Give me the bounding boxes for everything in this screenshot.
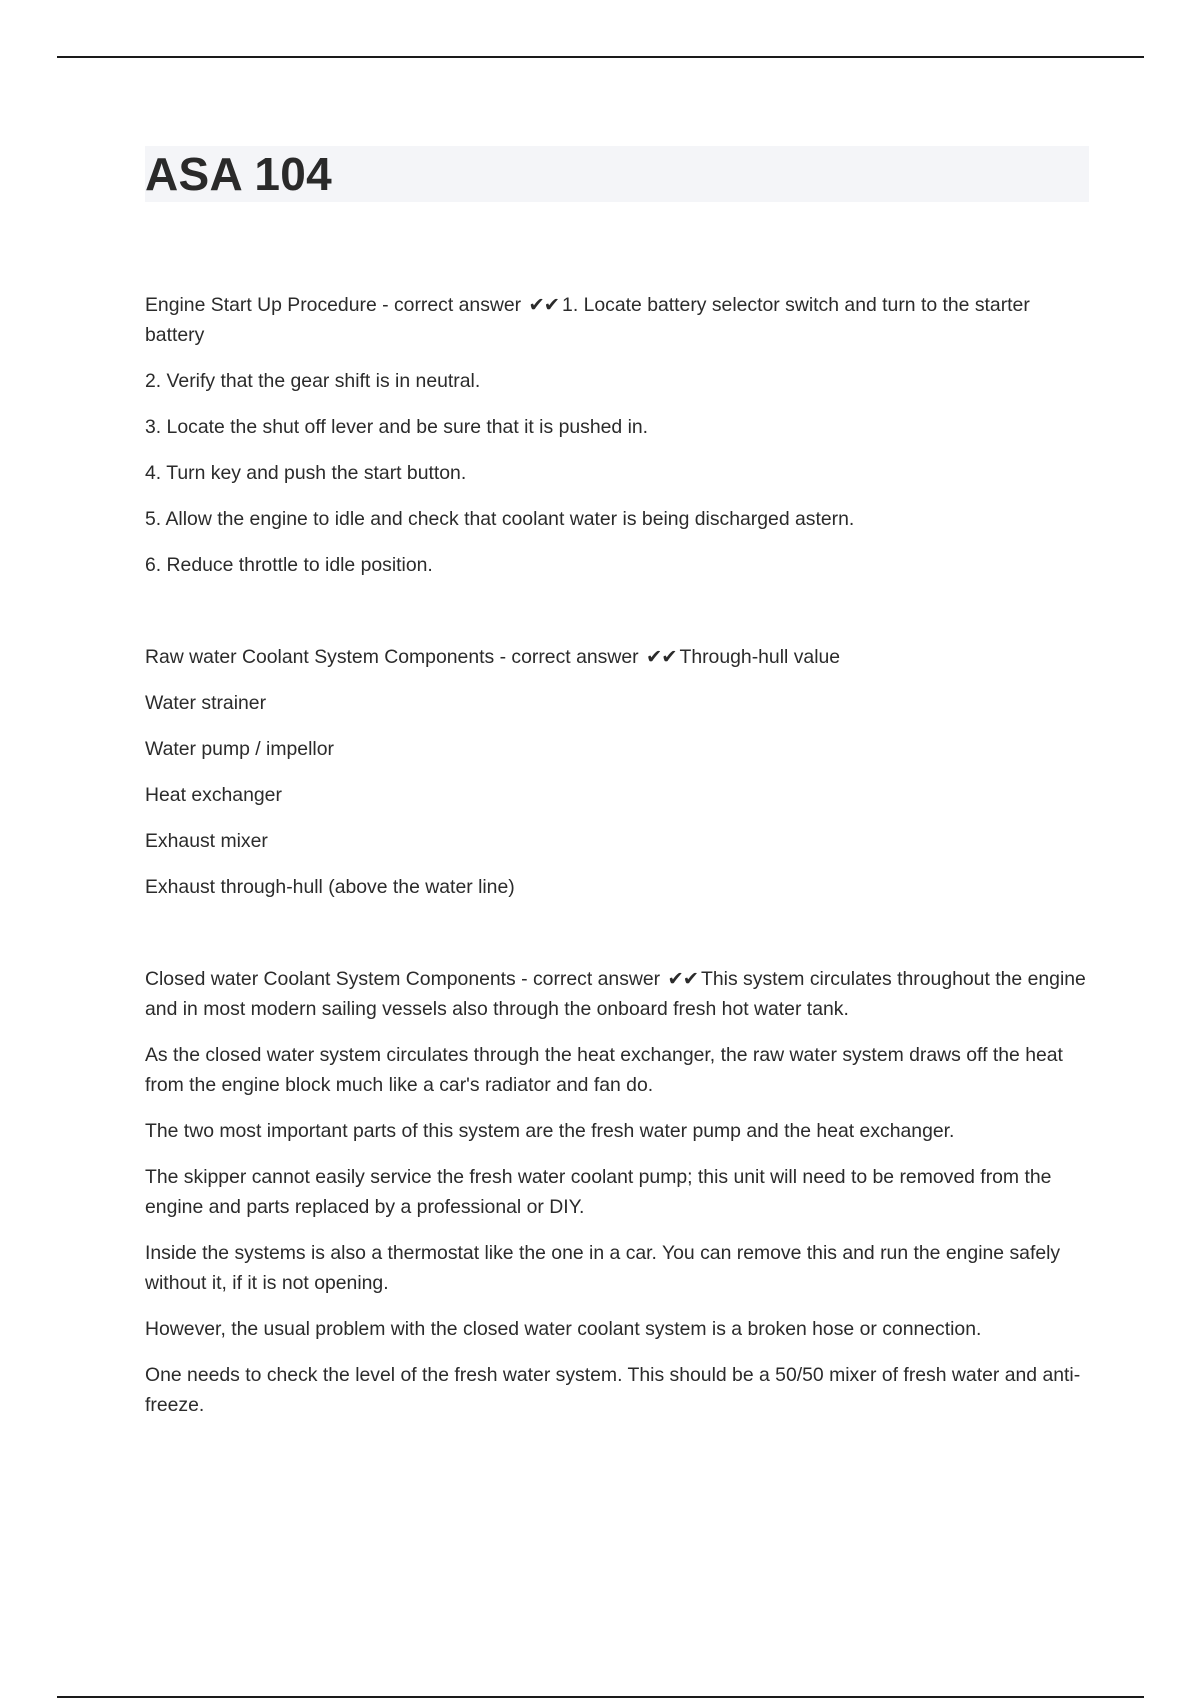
answer-line: Water strainer: [145, 692, 267, 714]
answer-line: 3. Locate the shut off lever and be sure that it is pushed in.: [145, 416, 649, 438]
answer-line: Water pump / impellor: [145, 738, 334, 760]
answer-line: Exhaust through-hull (above the water line): [145, 876, 515, 898]
qa-section-engine-start-up: [145, 290, 1089, 580]
document-body: [145, 290, 1089, 1482]
title-band: [145, 146, 1089, 202]
bottom-rule: [57, 1696, 1144, 1698]
qa-section-raw-water-coolant: [145, 642, 1089, 902]
check-mark-icon: ✔✔: [667, 968, 699, 990]
question-text: Raw water Coolant System Components - correct answer: [145, 646, 639, 668]
answer-line: The skipper cannot easily service the fresh water coolant pump; this unit will need to be removed from the engine and parts replaced by a professional or DIY.: [145, 1166, 1052, 1218]
answer-line: The two most important parts of this system are the fresh water pump and the heat exchanger.: [145, 1120, 955, 1142]
answer-line: 6. Reduce throttle to idle position.: [145, 554, 433, 576]
answer-line: One needs to check the level of the fresh water system. This should be a 50/50 mixer of fresh water and anti-freeze.: [145, 1364, 1081, 1416]
qa-question-paragraph: [145, 290, 1089, 350]
page-title: ASA 104: [145, 148, 333, 200]
answer-line: As the closed water system circulates through the heat exchanger, the raw water system draws off the heat from the engine block much like a car's radiator and fan do.: [145, 1044, 1063, 1096]
check-mark-icon: ✔✔: [528, 294, 560, 316]
qa-section-closed-water-coolant: [145, 964, 1089, 1420]
answer-first-line: This system circulates throughout the engine and in most modern sailing vessels also through the onboard fresh hot water tank.: [145, 968, 1086, 1020]
question-text: Engine Start Up Procedure - correct answer: [145, 294, 522, 316]
answer-first-line: Through-hull value: [679, 646, 841, 668]
answer-line: 2. Verify that the gear shift is in neutral.: [145, 370, 481, 392]
answer-line: Inside the systems is also a thermostat like the one in a car. You can remove this and run the engine safely without it, if it is not opening.: [145, 1242, 1061, 1294]
answer-line: Heat exchanger: [145, 784, 282, 806]
answer-first-line: 1. Locate battery selector switch and turn to the starter battery: [145, 294, 1030, 346]
qa-question-paragraph: [145, 964, 1089, 1024]
top-rule: [57, 56, 1144, 58]
answer-line: Exhaust mixer: [145, 830, 268, 852]
answer-line: 4. Turn key and push the start button.: [145, 462, 467, 484]
qa-question-paragraph: [145, 642, 1089, 672]
answer-line: However, the usual problem with the closed water coolant system is a broken hose or connection.: [145, 1318, 982, 1340]
answer-line: 5. Allow the engine to idle and check that coolant water is being discharged astern.: [145, 508, 855, 530]
question-text: Closed water Coolant System Components - correct answer: [145, 968, 661, 990]
check-mark-icon: ✔✔: [645, 646, 677, 668]
